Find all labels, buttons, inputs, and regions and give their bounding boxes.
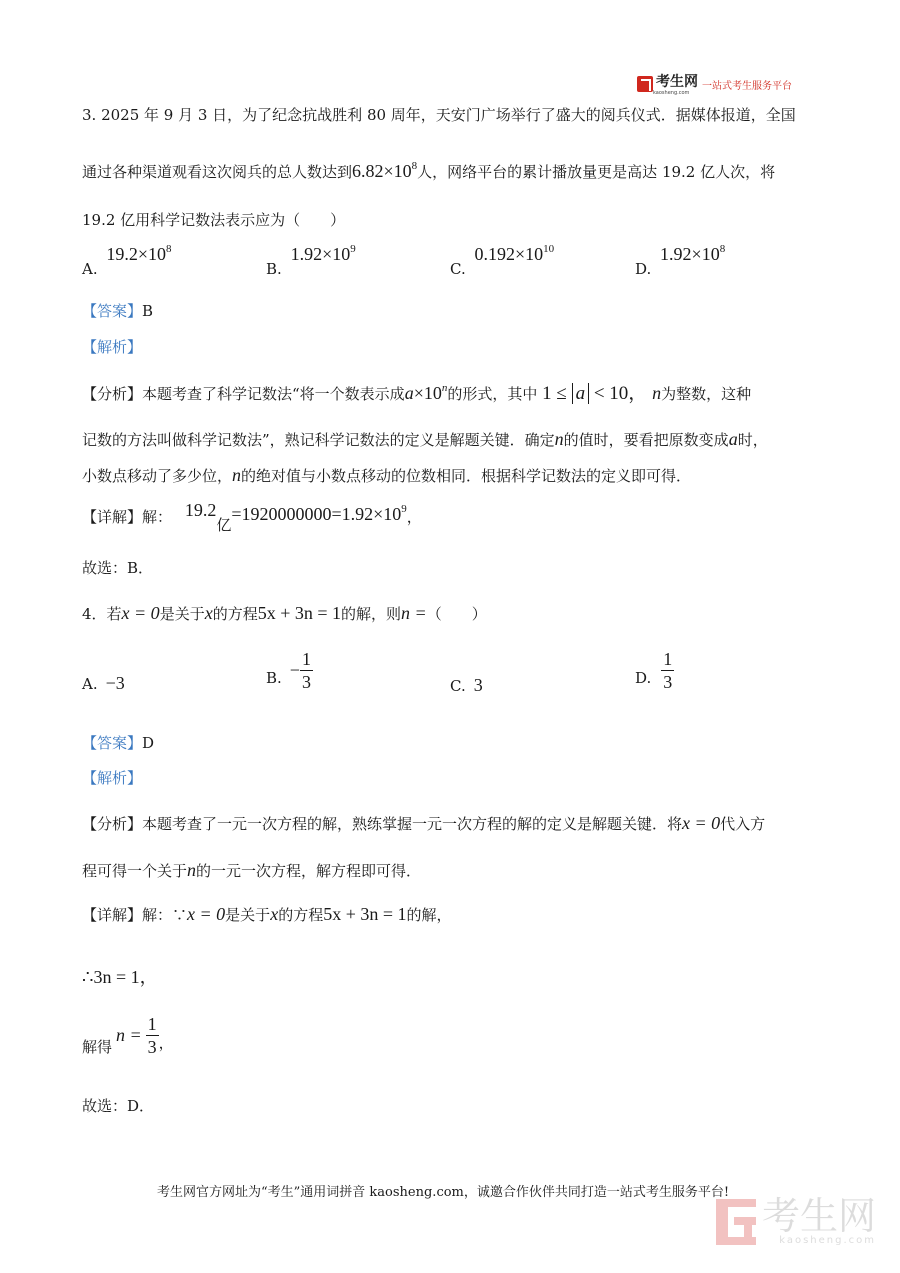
q3-fenxi-line1: 【分析】本题考查了科学记数法“将一个数表示成$a\times 10^n$的形式，其中 1 ≤ a < 10， n为整数，这种 (82, 382, 752, 404)
q4-stem: 4．若x = 0是关于x的方程5x + 3n = 1的解，则n =（ ） (82, 603, 487, 623)
q4-step2: 解得 n = $\frac{1}{3}$ ， (82, 1014, 174, 1057)
q3-option-b: B. $1.92\times 10^9$ (266, 243, 356, 278)
footer-text: 考生网官方网址为“考生”通用词拼音 kaosheng.com，诚邀合作伙伴共同打造一站式考生服务平台! (157, 1185, 730, 1200)
q3-fenxi-line2: 记数的方法叫做科学记数法”，熟记科学记数法的定义是解题关键．确定n的值时，要看把原数变成a时， (82, 429, 768, 449)
q3-detail: 【详解】解： 19.2亿$=1920000000=1.92\times 10^9$， (82, 500, 422, 534)
watermark-text-block (756, 1194, 877, 1246)
q3-option-a: A. $19.2\times 10^8$ (82, 243, 172, 278)
q4-option-c: C. 3 (450, 675, 483, 695)
logo-icon (637, 76, 653, 92)
q4-option-a: A. −3 (82, 673, 125, 693)
q4-option-b: B. − $\frac{1}{3}$ (266, 649, 311, 692)
logo-brand-block (653, 72, 698, 96)
q3-answer: 【答案】B (82, 302, 154, 320)
q3-analysis-tag: 【解析】 (82, 338, 143, 356)
q4-analysis-tag: 【解析】 (82, 769, 143, 787)
q3-stem-line3: 19.2 亿用科学记数法表示应为（ ） (82, 211, 346, 229)
watermark-sub: kaosheng.com (779, 1235, 877, 1246)
q3-viewers-number: $6.82\times 10^8$ (352, 160, 418, 181)
logo-slogan: 一站式考生服务平台 (702, 80, 792, 92)
q3-stem-line1: 3. 2025 年 9 月 3 日，为了纪念抗战胜利 80 周年，天安门广场举行了盛大的阅兵仪式．据媒体报道，全国 (82, 106, 796, 124)
q3-choose: 故选：B． (82, 559, 154, 577)
q4-option-d: D. $\frac{1}{3}$ (635, 649, 673, 692)
header-logo (637, 72, 792, 96)
q3-option-c: C. $0.192\times 10^{10}$ (450, 243, 555, 278)
watermark-logo (716, 1194, 877, 1246)
logo-url: kaosheng.com (653, 90, 690, 96)
q3-stem-line2: 通过各种渠道观看这次阅兵的总人数达到$6.82\times 10^8$人，网络平台的累计播放量更是高达 19.2 亿人次，将 (82, 160, 776, 181)
q4-detail: 【详解】解：∵x = 0是关于x的方程5x + 3n = 1的解， (82, 904, 452, 924)
q3-option-d: D. $1.92\times 10^8$ (635, 243, 726, 278)
q4-step1: ∴3n = 1， (82, 967, 158, 987)
watermark-icon (716, 1199, 756, 1245)
logo-brand: 考生网 (656, 74, 698, 90)
watermark-text: 考生网 (762, 1194, 877, 1238)
q4-fenxi-line2: 程可得一个关于n的一元一次方程，解方程即可得． (82, 860, 422, 880)
q4-choose: 故选：D． (82, 1097, 155, 1115)
q4-answer: 【答案】D (82, 734, 155, 752)
q3-fenxi-line3: 小数点移动了多少位，n的绝对值与小数点移动的位数相同．根据科学记数法的定义即可得． (82, 465, 692, 485)
q4-fenxi-line1: 【分析】本题考查了一元一次方程的解，熟练掌握一元一次方程的解的定义是解题关键．将x = 0代入方 (82, 813, 766, 833)
